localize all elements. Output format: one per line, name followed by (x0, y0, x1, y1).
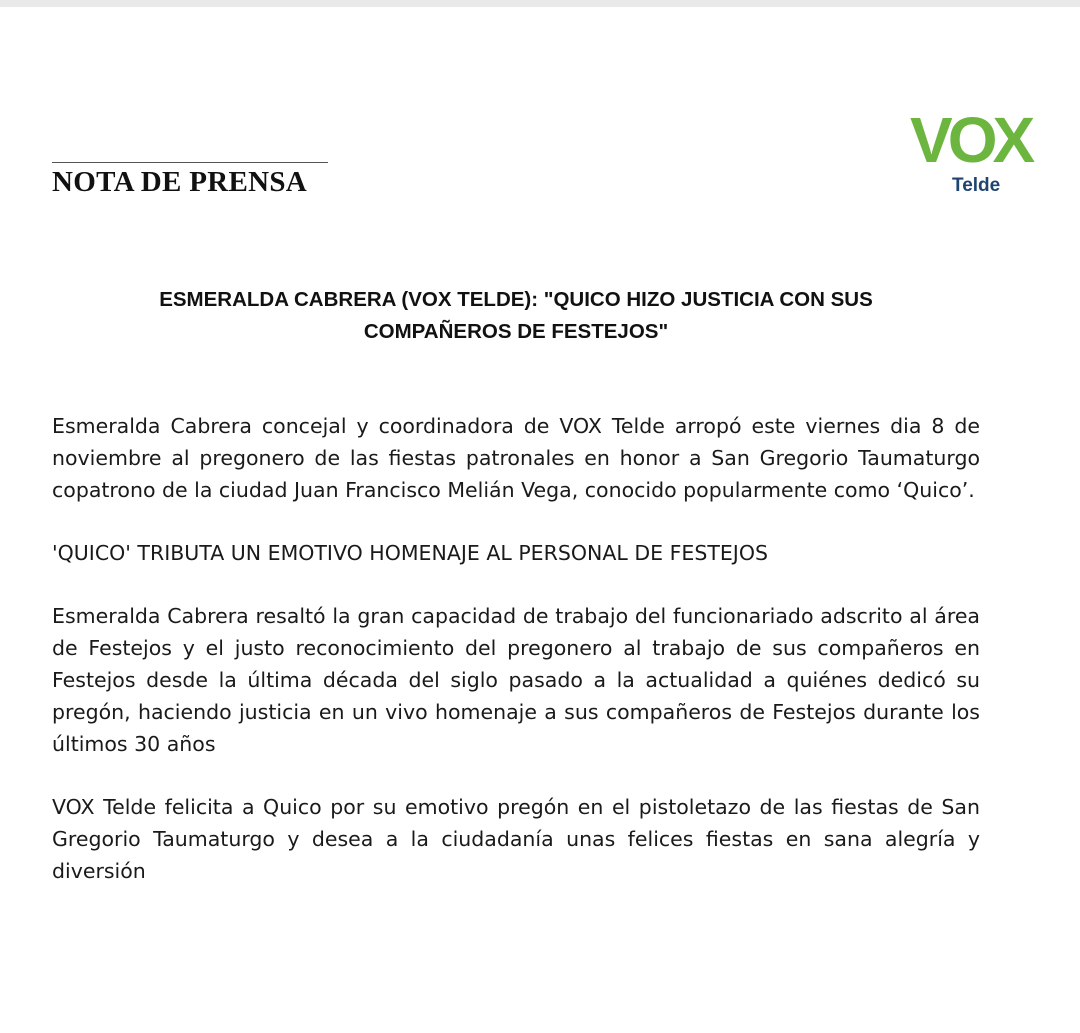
paragraph-2: Esmeralda Cabrera resaltó la gran capacidad de trabajo del funcionariado adscrito al área de Festejos y el justo reconocimiento del pregonero al trabajo de sus compañeros en Festejos desde la última década del siglo pasado a la actualidad a quiénes dedicó su pregón, haciendo justicia en un vivo homenaje a sus compañeros de Festejos durante los últimos 30 años (52, 604, 980, 756)
headline-line-2: COMPAÑEROS DE FESTEJOS" (363, 320, 669, 343)
body-text (52, 410, 980, 918)
vox-logo-text: VOX (910, 108, 1031, 172)
document-label: NOTA DE PRENSA (52, 166, 308, 198)
paragraph-3: VOX Telde felicita a Quico por su emotivo pregón en el pistoletazo de las fiestas de San Gregorio Taumaturgo y desea a la ciudadanía unas felices fiestas en sana alegría y diversión (52, 795, 980, 883)
vox-logo-mark (908, 108, 1058, 172)
vox-logo (908, 108, 1058, 208)
top-strip (0, 0, 1080, 7)
headline (60, 284, 972, 348)
vox-logo-subtext: Telde (952, 175, 1001, 196)
headline-line-1: ESMERALDA CABRERA (VOX TELDE): "QUICO HIZO JUSTICIA CON SUS (159, 288, 873, 311)
subheading: 'QUICO' TRIBUTA UN EMOTIVO HOMENAJE AL PERSONAL DE FESTEJOS (52, 541, 768, 565)
header-rule (52, 162, 328, 163)
paragraph-1: Esmeralda Cabrera concejal y coordinadora de VOX Telde arropó este viernes dia 8 de noviembre al pregonero de las fiestas patronales en honor a San Gregorio Taumaturgo copatrono de la ciudad Juan Francisco Melián Vega, conocido popularmente como ‘Quico’. (52, 414, 980, 502)
